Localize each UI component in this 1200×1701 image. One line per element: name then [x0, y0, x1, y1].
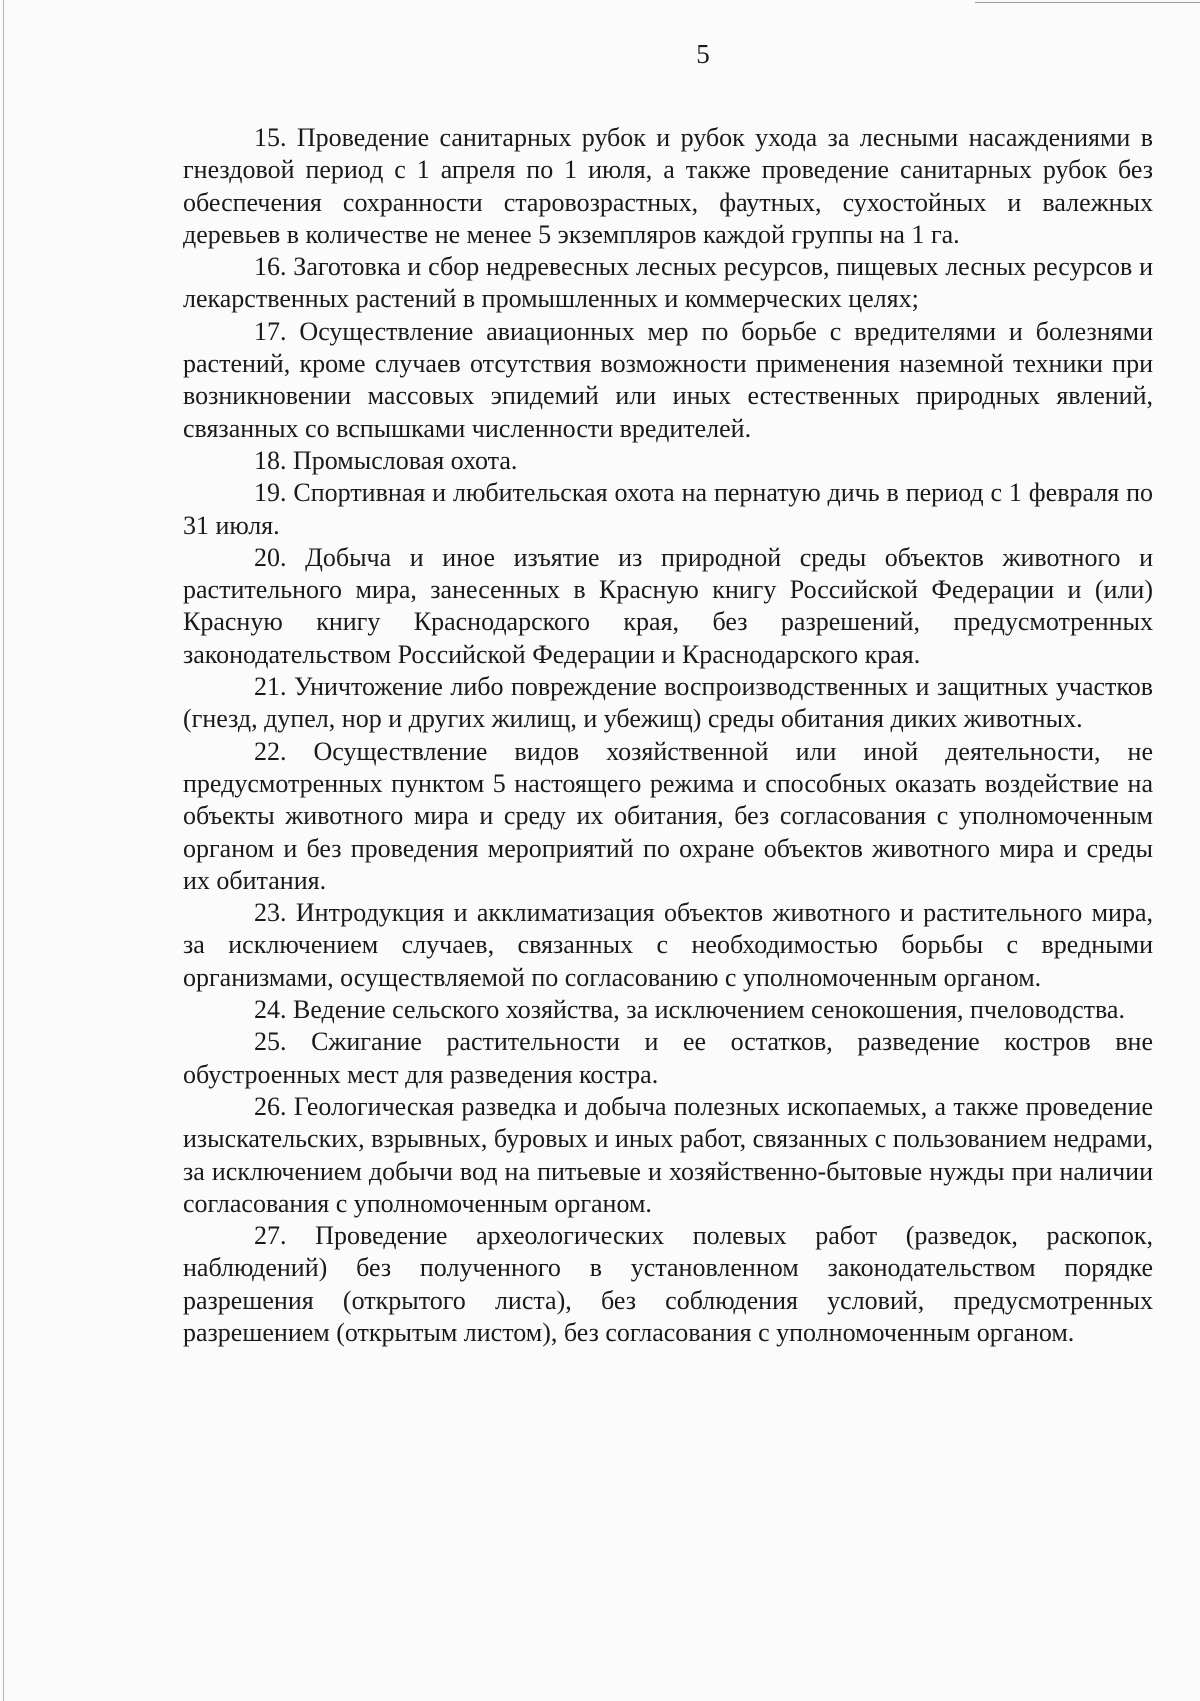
list-item: 27. Проведение археологических полевых работ (разведок, раскопок, наблюдений) без полученного в установленном законодательством порядке разрешения (открытого листа), без соблюдения условий, предусмотренных разрешением (открытым листом), без согласования с уполномоченным органом. — [183, 1221, 1153, 1347]
list-item: 15. Проведение санитарных рубок и рубок ухода за лесными насаждениями в гнездовой период с 1 апреля по 1 июля, а также проведение санитарных рубок без обеспечения сохранности старовозрастных, фаутных, сухостойных и валежных деревьев в количестве не менее 5 экземпляров каждой группы на 1 га. — [183, 123, 1153, 249]
list-item: 21. Уничтожение либо повреждение воспроизводственных и защитных участков (гнезд, дупел, нор и других жилищ, и убежищ) среды обитания диких животных. — [183, 672, 1153, 734]
list-item: 23. Интродукция и акклиматизация объектов животного и растительного мира, за исключением случаев, связанных с необходимостью борьбы с вредными организмами, осуществляемой по согласованию с уполномоченным органом. — [183, 898, 1153, 992]
scan-edge-line — [975, 2, 1200, 3]
list-item: 16. Заготовка и сбор недревесных лесных ресурсов, пищевых лесных ресурсов и лекарственных растений в промышленных и коммерческих целях; — [183, 252, 1153, 314]
list-item: 26. Геологическая разведка и добыча полезных ископаемых, а также проведение изыскательских, взрывных, буровых и иных работ, связанных с пользованием недрами, за исключением добычи вод на питьевые и хозяйственно-бытовые нужды при наличии согласования с уполномоченным органом. — [183, 1091, 1153, 1218]
document-body — [183, 122, 1153, 1349]
page-number: 5 — [696, 39, 710, 69]
list-item: 18. Промысловая охота. — [254, 445, 518, 475]
list-item: 25. Сжигание растительности и ее остатков, разведение костров вне обустроенных мест для разведения костра. — [183, 1027, 1153, 1089]
list-item: 17. Осуществление авиационных мер по борьбе с вредителями и болезнями растений, кроме случаев отсутствия возможности применения наземной техники при возникновении массовых эпидемий или иных естественных природных явлений, связанных со вспышками численности вредителей. — [183, 316, 1153, 443]
list-item: 19. Спортивная и любительская охота на пернатую дичь в период с 1 февраля по 31 июля. — [183, 478, 1153, 540]
scan-edge-line — [3, 0, 4, 1701]
list-item: 22. Осуществление видов хозяйственной или иной деятельности, не предусмотренных пунктом 5 настоящего режима и способных оказать воздействие на объекты животного мира и среду их обитания, без согласования с уполномоченным органом и без проведения мероприятий по охране объектов животного мира и среды их обитания. — [183, 736, 1153, 895]
list-item: 24. Ведение сельского хозяйства, за исключением сенокошения, пчеловодства. — [254, 995, 1125, 1025]
list-item: 20. Добыча и иное изъятие из природной среды объектов животного и растительного мира, занесенных в Красную книгу Российской Федерации и (или) Красную книгу Краснодарского края, без разрешений, предусмотренных законодательством Российской Федерации и Краснодарского края. — [183, 542, 1153, 669]
